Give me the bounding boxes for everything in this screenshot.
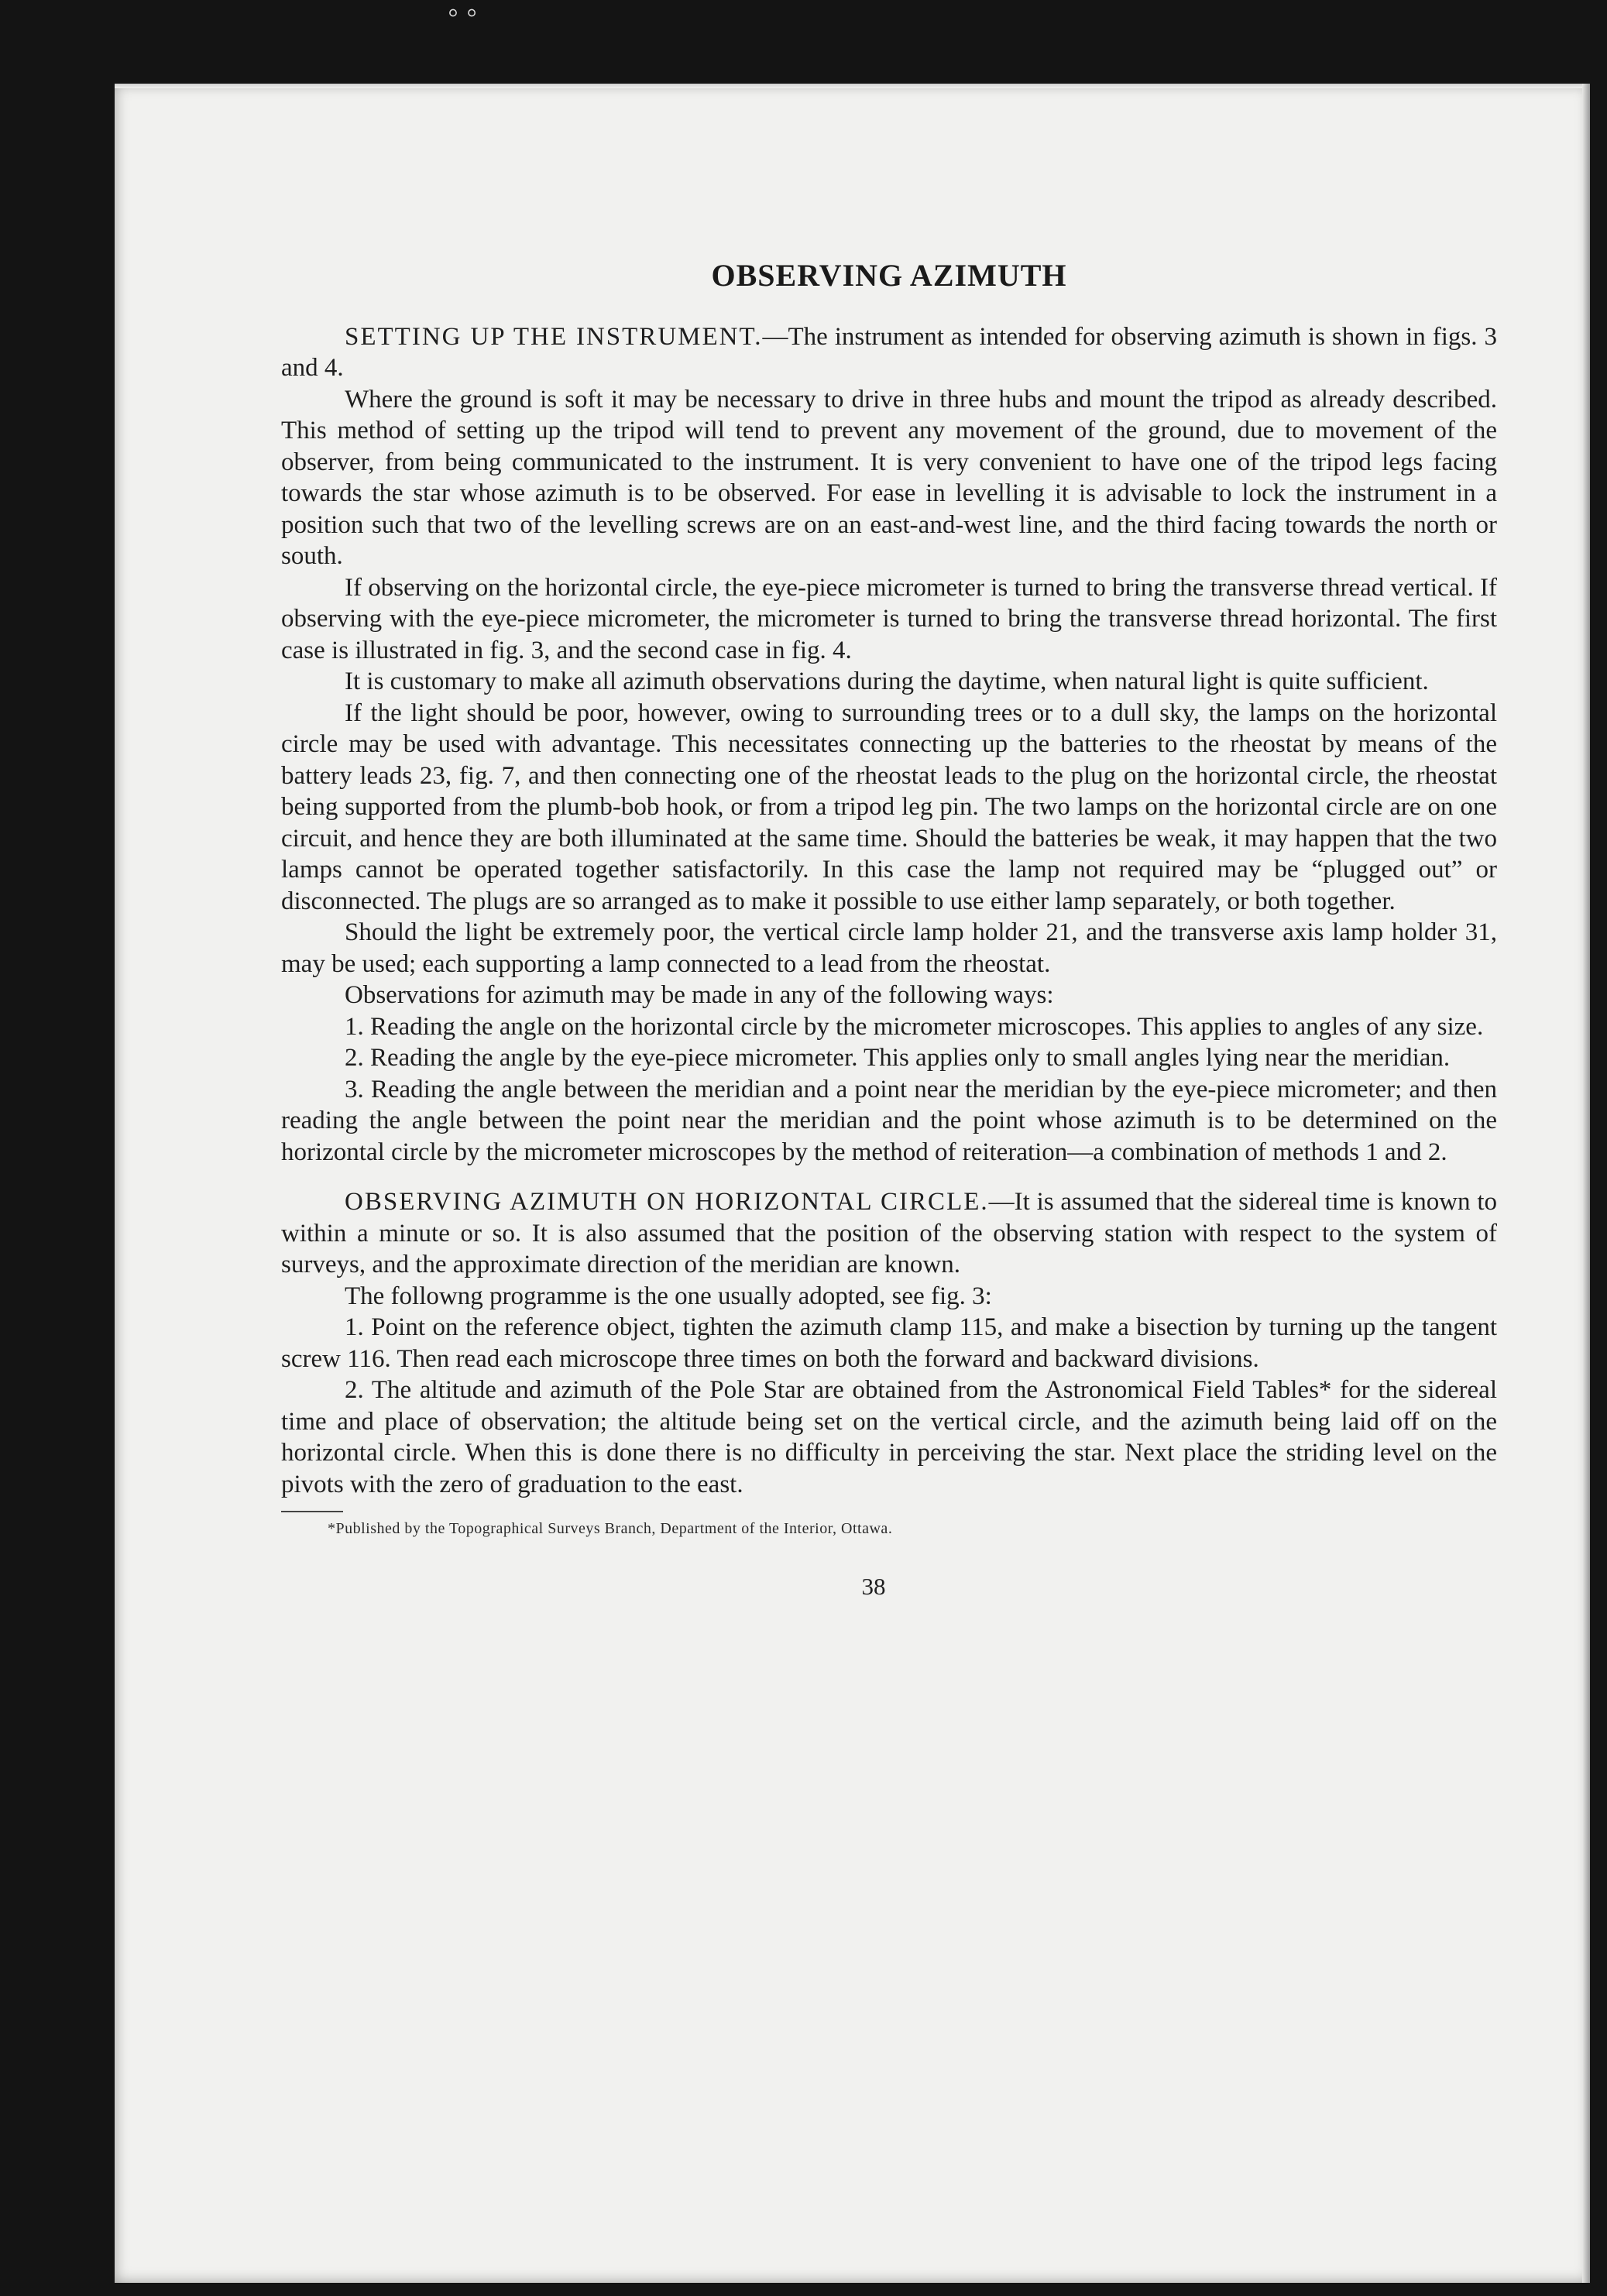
list-item: 1. Reading the angle on the horizontal circle by the micrometer microscopes. This applies to angles of any size.: [345, 1012, 1484, 1041]
page-edge: [1582, 84, 1590, 2283]
paragraph-text: —It is assumed that the sidereal time is known to within a minute or so. It is also assumed that the position of the observing station with respect to the system of surveys, and the approximate direction of the meridian are known.: [281, 1188, 1497, 1278]
paragraph: If the light should be poor, however, owing to surrounding trees or to a dull sky, the lamps on the horizontal circle may be used with advantage. This necessitates connecting up the batteries to the rheostat by means of the battery leads 23, fig. 7, and then connecting one of the rheostat leads to the plug on the horizontal circle, the rheostat being supported from the plumb-bob hook, or from a tripod leg pin. The two lamps on the horizontal circle are on one circuit, and hence they are both illuminated at the same time. Should the batteries be weak, it may happen that the two lamps cannot be operated together satisfactorily. In this case the lamp not required may be “plugged out” or disconnected. The plugs are so arranged as to make it possible to use either lamp separately, or both together.: [281, 698, 1497, 915]
paragraph: [281, 1186, 1497, 1281]
paragraph: Observations for azimuth may be made in any of the following ways:: [345, 981, 1054, 1009]
paragraph: [281, 321, 1497, 384]
paragraph: Where the ground is soft it may be necessary to drive in three hubs and mount the tripod as already described. This method of setting up the tripod will tend to prevent any movement of the ground, due to movement of the observer, from being communicated to the instrument. It is very convenient to have one of the tripod legs facing towards the star whose azimuth is to be observed. For ease in levelling it is advisable to lock the instrument in a position such that two of the levelling screws are on an east-and-west line, and the third facing towards the north or south.: [281, 385, 1497, 570]
footnote: *Published by the Topographical Surveys Branch, Department of the Interior, Ottawa.: [328, 1520, 893, 1537]
footnote-divider: [281, 1511, 343, 1512]
list-item: 3. Reading the angle between the meridian and a point near the meridian by the eye-piece micrometer; and then reading the angle between the point near the meridian and the point whose azimuth is to be determined on the horizontal circle by the micrometer microscopes by the method of reiteration—a combination of methods 1 and 2.: [281, 1075, 1497, 1166]
list-item: 2. Reading the angle by the eye-piece micrometer. This applies only to small angles lying near the meridian.: [345, 1044, 1451, 1072]
paragraph-text: —The instrument as intended for observing azimuth is shown in figs. 3 and 4.: [281, 322, 1498, 382]
paragraph: Should the light be extremely poor, the vertical circle lamp holder 21, and the transverse axis lamp holder 31, may be used; each supporting a lamp connected to a lead from the rheostat.: [281, 918, 1497, 978]
list-item: 2. The altitude and azimuth of the Pole Star are obtained from the Astronomical Field Tables* for the sidereal time and place of observation; the altitude being set on the vertical circle, and the azimuth being laid off on the horizontal circle. When this is done there is no difficulty in perceiving the star. Next place the striding level on the pivots with the zero of graduation to the east.: [281, 1376, 1497, 1498]
paragraph: If observing on the horizontal circle, the eye-piece micrometer is turned to bring the transverse thread vertical. If observing with the eye-piece micrometer, the micrometer is turned to bring the transverse thread horizontal. The first case is illustrated in fig. 3, and the second case in fig. 4.: [281, 573, 1497, 664]
page-title: OBSERVING AZIMUTH: [711, 258, 1067, 293]
paragraph: The followng programme is the one usually adopted, see fig. 3:: [345, 1282, 992, 1310]
page-content: [281, 260, 1497, 1603]
paragraph: It is customary to make all azimuth observations during the daytime, when natural light is quite sufficient.: [345, 668, 1429, 695]
section-heading: OBSERVING AZIMUTH ON HORIZONTAL CIRCLE.: [345, 1188, 989, 1216]
section-heading: SETTING UP THE INSTRUMENT.: [345, 322, 763, 351]
list-item: 1. Point on the reference object, tighten the azimuth clamp 115, and make a bisection by turning up the tangent screw 116. Then read each microscope three times on both the forward and backward divisions.: [281, 1313, 1497, 1373]
scan-artifact: ◦ ◦: [448, 0, 478, 29]
page-number: 38: [861, 1573, 886, 1600]
